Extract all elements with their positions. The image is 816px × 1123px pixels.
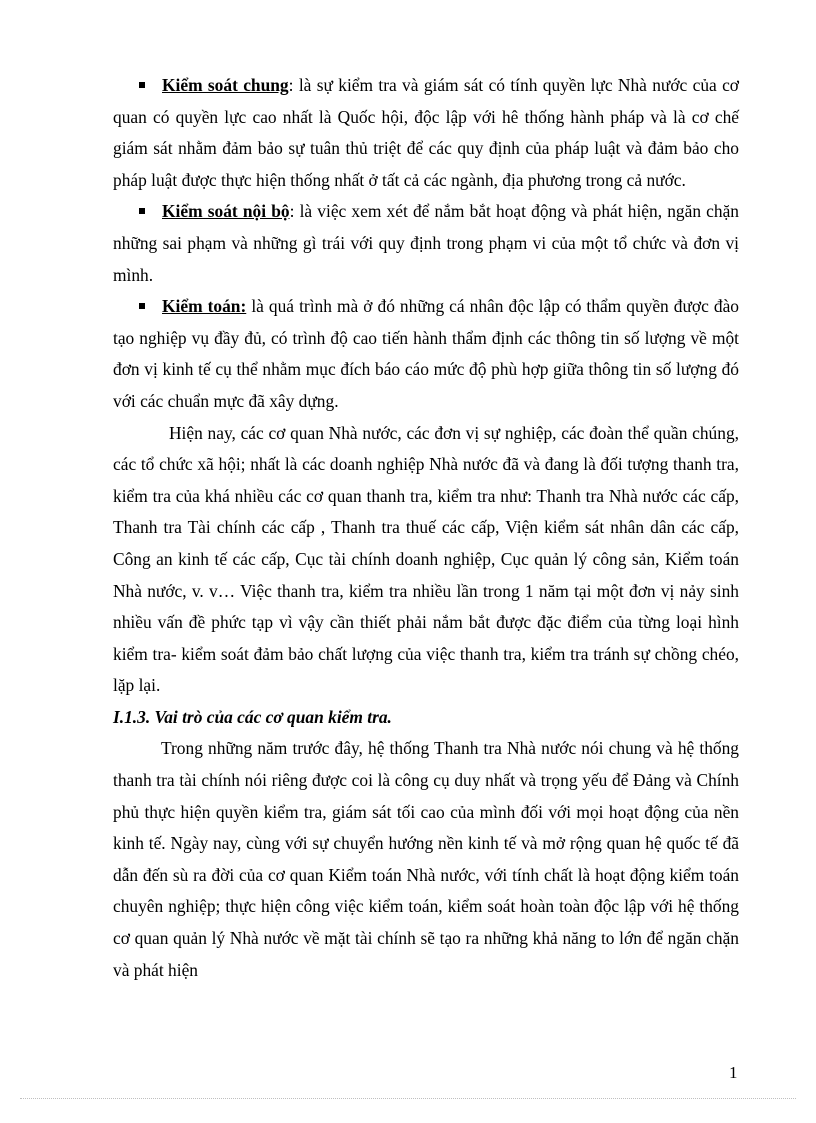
term-suffix: : — [289, 201, 295, 222]
bullet-text: là quá trình mà ở đó những cá nhân độc lập có thẩm quyền được đào tạo nghiệp vụ đầy đủ, có trình độ cao tiến hành thẩm định các thông tin số lượng về một đơn vị kinh tế cụ thể nhằm mục đích báo cáo mức độ phù hợp giữa thông tin số lượng đó với các chuẩn mực đã xây dựng. — [113, 296, 739, 411]
square-bullet-icon — [139, 303, 145, 309]
square-bullet-icon — [139, 82, 145, 88]
page-number: 1 — [729, 1063, 738, 1082]
bullet-kiem-soat-noi-bo — [113, 196, 739, 291]
term-kiem-toan: Kiểm toán: — [162, 296, 247, 317]
page-body — [113, 70, 739, 986]
section-heading: I.1.3. Vai trò của các cơ quan kiểm tra. — [113, 706, 392, 727]
term-kiem-soat-chung: Kiểm soát chung — [162, 75, 289, 95]
bullet-text: là việc xem xét để nắm bắt hoạt động và phát hiện, ngăn chặn những sai phạm và những gì trái với quy định trong phạm vi của một tổ chức và đơn vị mình. — [113, 201, 740, 285]
paragraph-vai-tro: Trong những năm trước đây, hệ thống Thanh tra Nhà nước nói chung và hệ thống thanh tra tài chính nói riêng được coi là công cụ duy nhất và trọng yếu để Đảng và Chính phủ thực hiện quyền kiểm tra, giám sát tối cao của mình đối với mọi hoạt động của nền kinh tế. Ngày nay, cùng với sự chuyển hướng nền kinh tế và mở rộng quan hệ quốc tế đã dẫn đến sù ra đời của cơ quan Kiểm toán Nhà nước, với tính chất là hoạt động kiểm toán chuyên nghiệp; thực hiện công việc kiểm toán, kiểm soát hoàn toàn độc lập với hệ thống cơ quan quản lý Nhà nước về mặt tài chính sẽ tạo ra những khả năng to lớn để ngăn chặn và phát hiện — [113, 738, 739, 980]
bullet-kiem-toan — [113, 291, 739, 417]
footer-divider — [20, 1098, 796, 1099]
bullet-kiem-soat-chung — [113, 70, 739, 196]
bullet-text: là sự kiểm tra và giám sát có tính quyền lực Nhà nước của cơ quan có quyền lực cao nhất là Quốc hội, độc lập với hê thống hành pháp và là cơ chế giám sát nhằm đảm bảo sự tuân thủ triệt để các quy định của pháp luật và đảm bảo cho pháp luật được thực hiện thống nhất ở tất cả các ngành, địa phương trong cả nước. — [113, 75, 739, 190]
term-suffix: : — [288, 75, 294, 95]
square-bullet-icon — [139, 208, 145, 214]
paragraph-hien-nay: Hiện nay, các cơ quan Nhà nước, các đơn vị sự nghiệp, các đoàn thể quần chúng, các tổ chức xã hội; nhất là các doanh nghiệp Nhà nước đã và đang là đối tượng thanh tra, kiểm tra của khá nhiều các cơ quan thanh tra, kiểm tra như: Thanh tra Nhà nước các cấp, Thanh tra Tài chính các cấp , Thanh tra thuế các cấp, Viện kiểm sát nhân dân các cấp, Công an kinh tế các cấp, Cục tài chính doanh nghiệp, Cục quản lý công sản, Kiểm toán Nhà nước, v. v… Việc thanh tra, kiểm tra nhiều lần trong 1 năm tại một đơn vị nảy sinh nhiều vấn đề phức tạp vì vậy cần thiết phải nắm bắt được đặc điểm của từng loại hình kiểm tra- kiểm soát đảm bảo chất lượng của việc thanh tra, kiểm tra tránh sự chồng chéo, lặp lại. — [113, 422, 739, 696]
term-kiem-soat-noi-bo: Kiểm soát nội bộ — [162, 201, 290, 222]
